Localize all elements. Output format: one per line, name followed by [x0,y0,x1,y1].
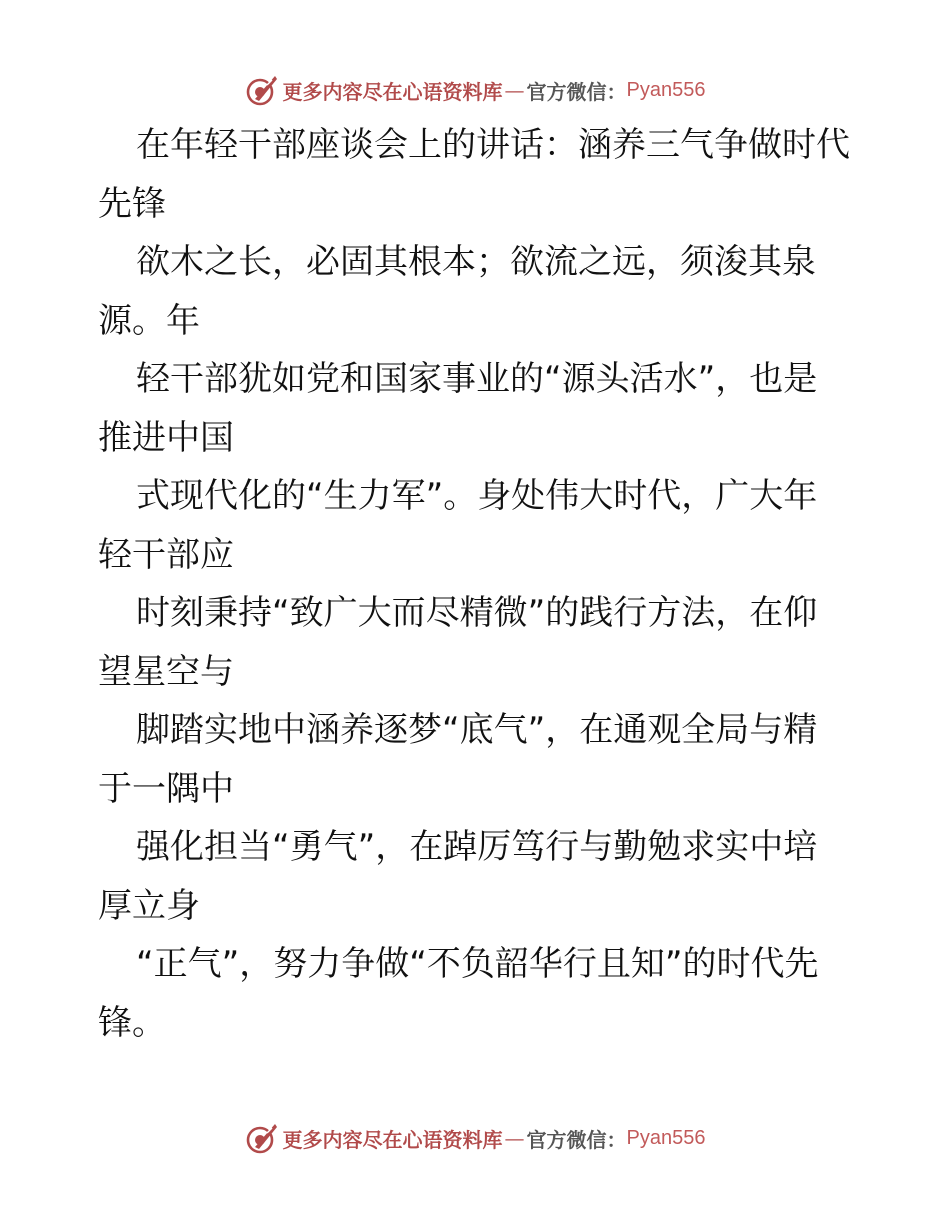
quill-logo-icon [245,73,279,107]
watermark-text: 更多内容尽在心语资料库 [282,79,503,104]
quill-logo-icon [245,1121,279,1155]
wechat-label: 官方微信： [526,1127,627,1152]
paragraph: 轻干部犹如党和国家事业的“源头活水”，也是推进中国 [98,359,818,458]
wechat-id: Pyan556 [626,78,706,101]
paragraph: “正气”，努力争做“不负韶华行且知”的时代先锋。 [98,944,819,1043]
paragraph: 时刻秉持“致广大而尽精微”的践行方法，在仰望星空与 [98,593,818,692]
paragraph: 脚踏实地中涵养逐梦“底气”，在通观全局与精于一隅中 [98,710,818,809]
document-body [98,116,850,1052]
paragraph: 强化担当“勇气”，在踔厉笃行与勤勉求实中培厚立身 [98,827,818,926]
watermark-dash: — [504,1126,525,1150]
document-title: 在年轻干部座谈会上的讲话：涵养三气争做时代先锋 [98,125,850,224]
paragraph: 式现代化的“生力军”。身处伟大时代，广大年轻干部应 [98,476,818,575]
footer-watermark [0,1118,950,1158]
paragraph: 欲木之长，必固其根本；欲流之远，须浚其泉源。年 [98,242,816,341]
wechat-id: Pyan556 [626,1126,706,1149]
wechat-label: 官方微信： [526,79,627,104]
watermark-text: 更多内容尽在心语资料库 [282,1127,503,1152]
header-watermark [0,70,950,110]
watermark-dash: — [504,78,525,102]
